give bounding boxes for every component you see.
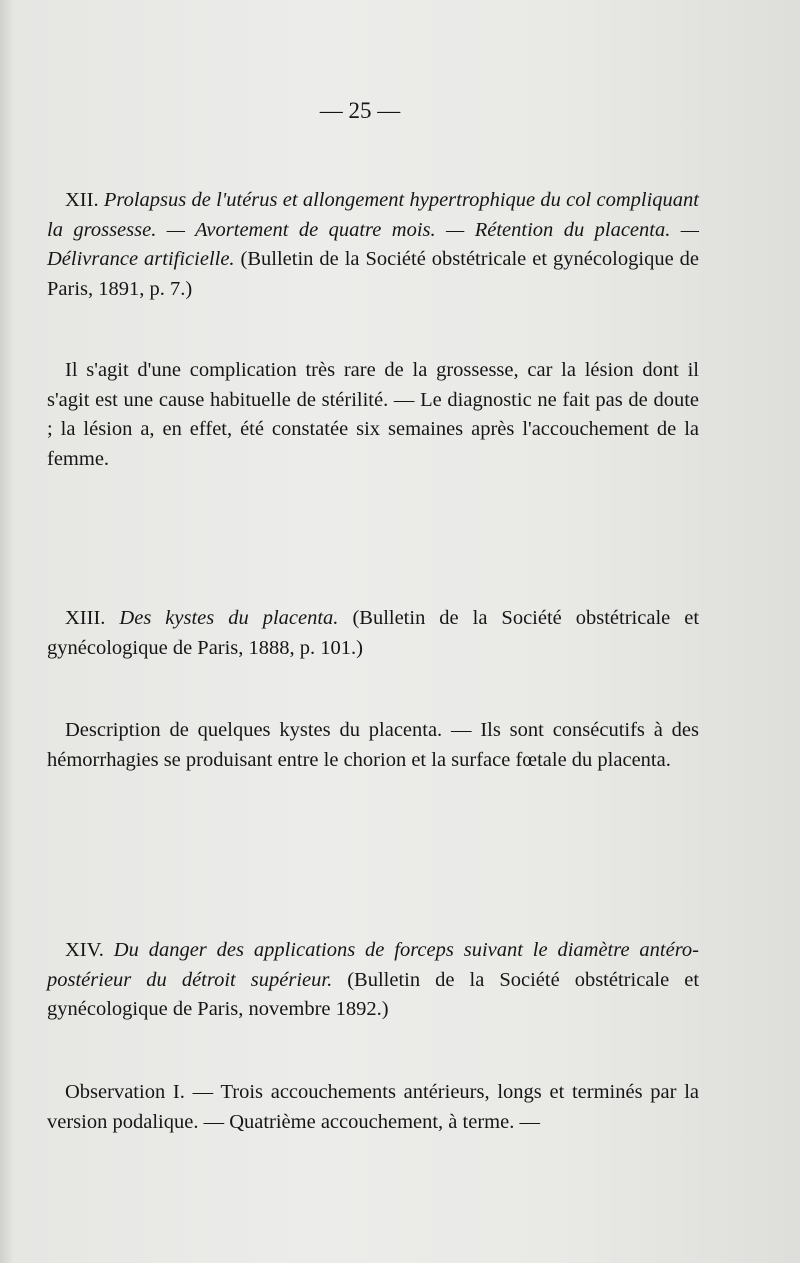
page-number: — 25 — [319, 98, 401, 123]
section-numeral: XIV. [65, 939, 104, 961]
section-xiii-body [47, 716, 699, 775]
section-body-text: Observation I. — Trois accouchements antérieurs, longs et terminés par la version podalique. — Quatrième accouchement, à terme. — [47, 1081, 699, 1133]
section-xiv-heading [47, 936, 699, 1025]
section-citation: (Bulletin de la Société obstétricale et gynécologique de Paris, 1888, p. 101.) [47, 607, 700, 659]
section-xiv-body [47, 1078, 699, 1137]
section-xii-body [47, 356, 699, 474]
section-citation: (Bulletin de la Société obstétricale et gynécologique de Paris, 1891, p. 7.) [47, 248, 699, 300]
section-xiii-heading [47, 604, 699, 663]
section-body-text: Description de quelques kystes du placenta. — Ils sont consécutifs à des hémorrhagies se produisant entre le chorion et la surface fœtale du placenta. [47, 719, 699, 771]
section-title: Prolapsus de l'utérus et allongement hypertrophique du col compliquant la grossesse. — Avortement de quatre mois. — Rétention du placenta. — Délivrance artificielle. [47, 189, 699, 270]
section-citation: (Bulletin de la Société obstétricale et gynécologique de Paris, novembre 1892.) [47, 968, 700, 1020]
section-title: Du danger des applications de forceps suivant le diamètre antéro-postérieur du détroit supérieur. [47, 939, 700, 991]
section-numeral: XII. [65, 189, 99, 211]
section-title: Des kystes du placenta. [119, 607, 339, 629]
section-numeral: XIII. [65, 607, 106, 629]
section-xii-heading [47, 186, 699, 304]
section-body-text: Il s'agit d'une complication très rare de la grossesse, car la lésion dont il s'agit est une cause habituelle de stérilité. — Le diagnostic ne fait pas de doute ; la lésion a, en effet, été constatée six semaines après l'accouchement de la femme. [47, 359, 699, 470]
